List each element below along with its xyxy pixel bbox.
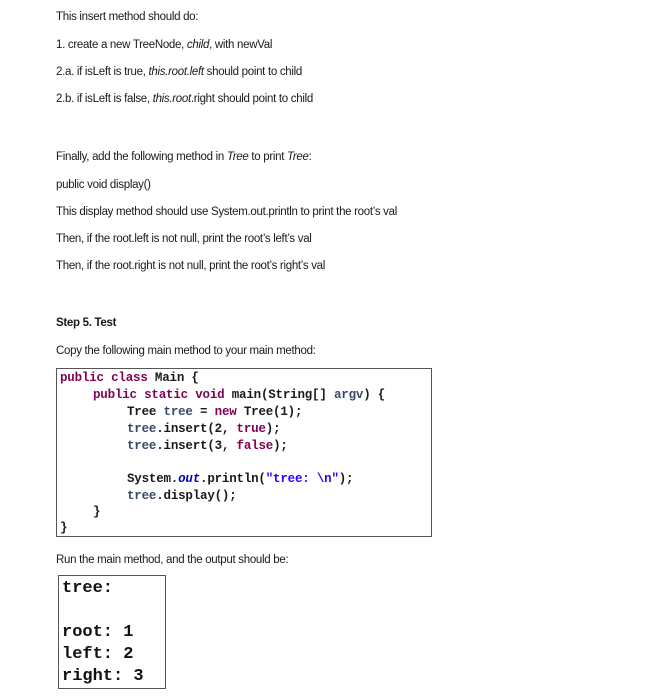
code-text: System.	[127, 472, 179, 486]
code-text: );	[265, 422, 281, 436]
step1-suffix: , with newVal	[209, 39, 273, 51]
finally-end: :	[308, 151, 312, 163]
output-line-2: root: 1	[62, 623, 134, 642]
code-text: main(String[]	[224, 388, 334, 402]
code-text: .insert(2,	[156, 422, 237, 436]
code-line-2	[93, 386, 385, 404]
finally-tree: Tree	[226, 151, 249, 163]
step2a-prefix: 2.a. if isLeft is true,	[56, 66, 149, 78]
run-instruction: Run the main method, and the output should be:	[56, 554, 289, 566]
code-kw: public class	[60, 371, 148, 385]
insert-step-2a	[56, 65, 302, 79]
code-line-6	[127, 470, 353, 488]
code-field: out	[178, 472, 201, 486]
step1-prefix: 1. create a new TreeNode,	[56, 39, 187, 51]
output-block	[58, 575, 166, 689]
code-kw: false	[236, 439, 274, 453]
code-var: tree	[127, 422, 157, 436]
step2b-italic: this.root	[152, 93, 191, 105]
code-var: tree	[127, 439, 157, 453]
insert-step-1	[56, 38, 272, 52]
step2b-prefix: 2.b. if isLeft is false,	[56, 93, 153, 105]
output-line-4: right: 3	[62, 667, 144, 686]
code-var: tree	[127, 489, 157, 503]
finally-prefix: Finally, add the following method in	[56, 151, 227, 163]
display-line-2: Then, if the root.left is not null, print the root’s left’s val	[56, 233, 312, 245]
code-text: Tree(1);	[236, 405, 303, 419]
code-line-9: }	[60, 521, 68, 535]
output-line-1: tree:	[62, 579, 114, 598]
code-text: .display();	[156, 489, 237, 503]
display-line-3: Then, if the root.right is not null, print the root’s right’s val	[56, 260, 326, 272]
code-line-3	[127, 403, 302, 421]
code-kw: new	[214, 405, 237, 419]
code-arg: argv	[333, 388, 364, 402]
finally-tree2: Tree	[287, 151, 309, 163]
code-line-7	[127, 487, 237, 505]
code-text: .insert(3,	[156, 439, 237, 453]
code-kw: true	[236, 422, 266, 436]
display-line-1: This display method should use System.out.println to print the root’s val	[56, 206, 397, 218]
code-text: );	[338, 472, 354, 486]
output-line-3: left: 2	[62, 645, 134, 664]
code-line-1	[60, 369, 199, 387]
code-line-5	[127, 437, 288, 455]
code-text: Tree	[127, 405, 164, 419]
copy-instruction: Copy the following main method to your main method:	[56, 345, 316, 357]
display-signature: public void display()	[56, 179, 151, 191]
insert-intro: This insert method should do:	[56, 11, 199, 23]
code-text: ) {	[363, 388, 386, 402]
code-block	[56, 368, 432, 537]
step2a-suffix: should point to child	[203, 66, 303, 78]
code-text: .println(	[200, 472, 266, 486]
code-line-4	[127, 420, 280, 438]
code-text: =	[192, 405, 215, 419]
step5-heading: Step 5. Test	[56, 317, 117, 329]
step1-child: child	[186, 39, 210, 51]
code-text: );	[273, 439, 288, 453]
code-string: "tree: \n"	[265, 472, 339, 486]
code-var: tree	[163, 405, 193, 419]
step2b-suffix: .right should point to child	[190, 93, 313, 105]
finally-mid: to print	[248, 151, 288, 163]
code-line-8: }	[93, 505, 101, 519]
code-text: Main {	[147, 371, 199, 385]
insert-step-2b	[56, 92, 313, 106]
display-finally	[56, 150, 312, 164]
code-kw: public static void	[93, 388, 225, 402]
step2a-italic: this.root.left	[148, 66, 204, 78]
